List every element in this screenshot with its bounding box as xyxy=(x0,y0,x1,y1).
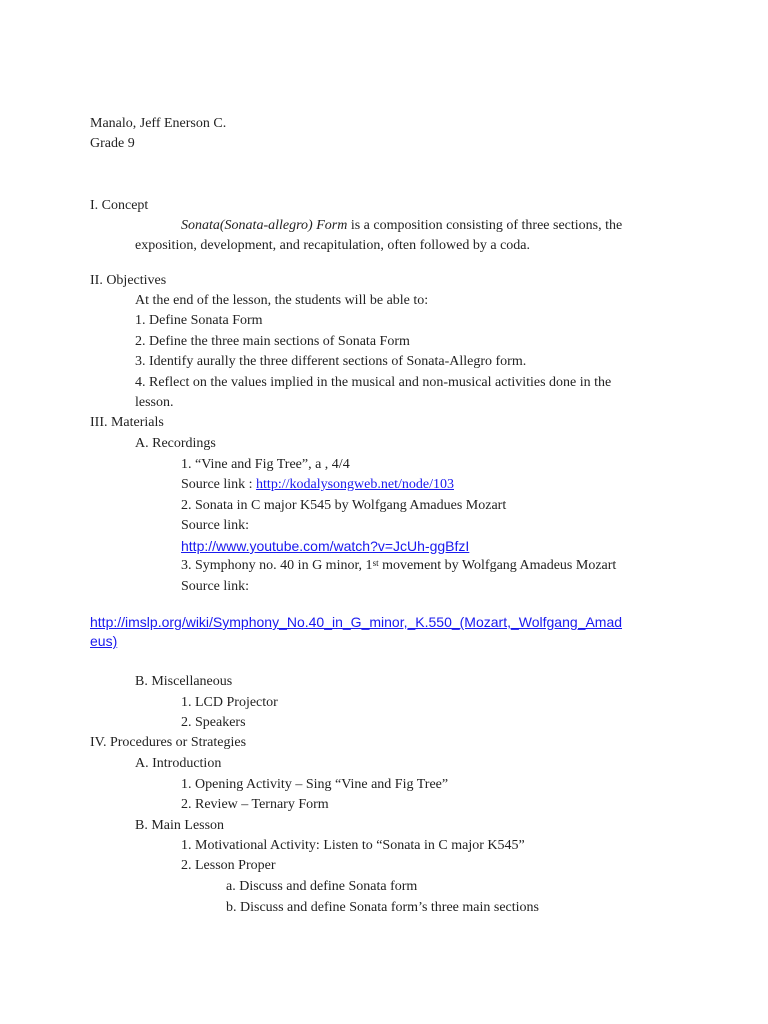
objective-item-continued: lesson. xyxy=(135,395,174,410)
grade-level: Grade 9 xyxy=(90,136,135,151)
ordinal-suffix: st xyxy=(372,558,379,568)
objective-item: 1. Define Sonata Form xyxy=(135,313,263,328)
concept-definition-line2: exposition, development, and recapitulation, often followed by a coda. xyxy=(135,238,530,253)
main-lesson-heading: B. Main Lesson xyxy=(135,818,225,833)
objective-item: 4. Reflect on the values implied in the musical and non-musical activities done in the xyxy=(135,375,612,390)
concept-heading: I. Concept xyxy=(90,198,149,213)
recordings-heading: A. Recordings xyxy=(135,436,216,451)
recording-3-source-line2 xyxy=(90,632,117,652)
introduction-heading: A. Introduction xyxy=(135,756,222,771)
source-label: Source link : xyxy=(181,477,257,492)
misc-item: 2. Speakers xyxy=(181,715,246,730)
misc-item: 1. LCD Projector xyxy=(181,695,278,710)
introduction-item: 2. Review – Ternary Form xyxy=(181,797,329,812)
objectives-intro: At the end of the lesson, the students will be able to: xyxy=(135,293,429,308)
concept-term: Sonata(Sonata-allegro) Form xyxy=(181,218,348,233)
objectives-heading: II. Objectives xyxy=(90,273,167,288)
recording-3-source-label: Source link: xyxy=(181,579,250,594)
recording-3-source-line1 xyxy=(90,613,622,633)
recording-3-title: 3. Symphony no. 40 in G minor, 1 xyxy=(181,558,373,573)
materials-heading: III. Materials xyxy=(90,415,164,430)
recording-2-source-label: Source link: xyxy=(181,518,250,533)
recording-2: 2. Sonata in C major K545 by Wolfgang Amadues Mozart xyxy=(181,498,507,513)
student-name: Manalo, Jeff Enerson C. xyxy=(90,116,227,131)
concept-definition-line1 xyxy=(181,217,622,235)
lesson-proper-item: b. Discuss and define Sonata form’s three main sections xyxy=(226,900,539,915)
recording-3 xyxy=(181,557,616,575)
recording-2-source xyxy=(181,537,469,557)
imslp-source-link[interactable]: http://imslp.org/wiki/Symphony_No.40_in_G_minor,_K.550_(Mozart,_Wolfgang_Amad xyxy=(90,614,623,630)
kodaly-source-link[interactable]: http://kodalysongweb.net/node/103 xyxy=(256,477,454,492)
youtube-source-link[interactable]: http://www.youtube.com/watch?v=JcUh-ggBfzI xyxy=(181,538,470,554)
main-lesson-item: 2. Lesson Proper xyxy=(181,858,276,873)
recording-1: 1. “Vine and Fig Tree”, a , 4/4 xyxy=(181,457,350,472)
main-lesson-item: 1. Motivational Activity: Listen to “Sonata in C major K545” xyxy=(181,838,525,853)
concept-definition-text: is a composition consisting of three sections, the xyxy=(347,218,623,233)
imslp-source-link-continued[interactable]: eus) xyxy=(90,633,118,649)
lesson-proper-item: a. Discuss and define Sonata form xyxy=(226,879,418,894)
objective-item: 3. Identify aurally the three different sections of Sonata-Allegro form. xyxy=(135,354,527,369)
procedures-heading: IV. Procedures or Strategies xyxy=(90,735,247,750)
objective-item: 2. Define the three main sections of Sonata Form xyxy=(135,334,410,349)
miscellaneous-heading: B. Miscellaneous xyxy=(135,674,233,689)
recording-3-rest: movement by Wolfgang Amadeus Mozart xyxy=(378,558,617,573)
introduction-item: 1. Opening Activity – Sing “Vine and Fig Tree” xyxy=(181,777,449,792)
recording-1-source xyxy=(181,476,454,494)
